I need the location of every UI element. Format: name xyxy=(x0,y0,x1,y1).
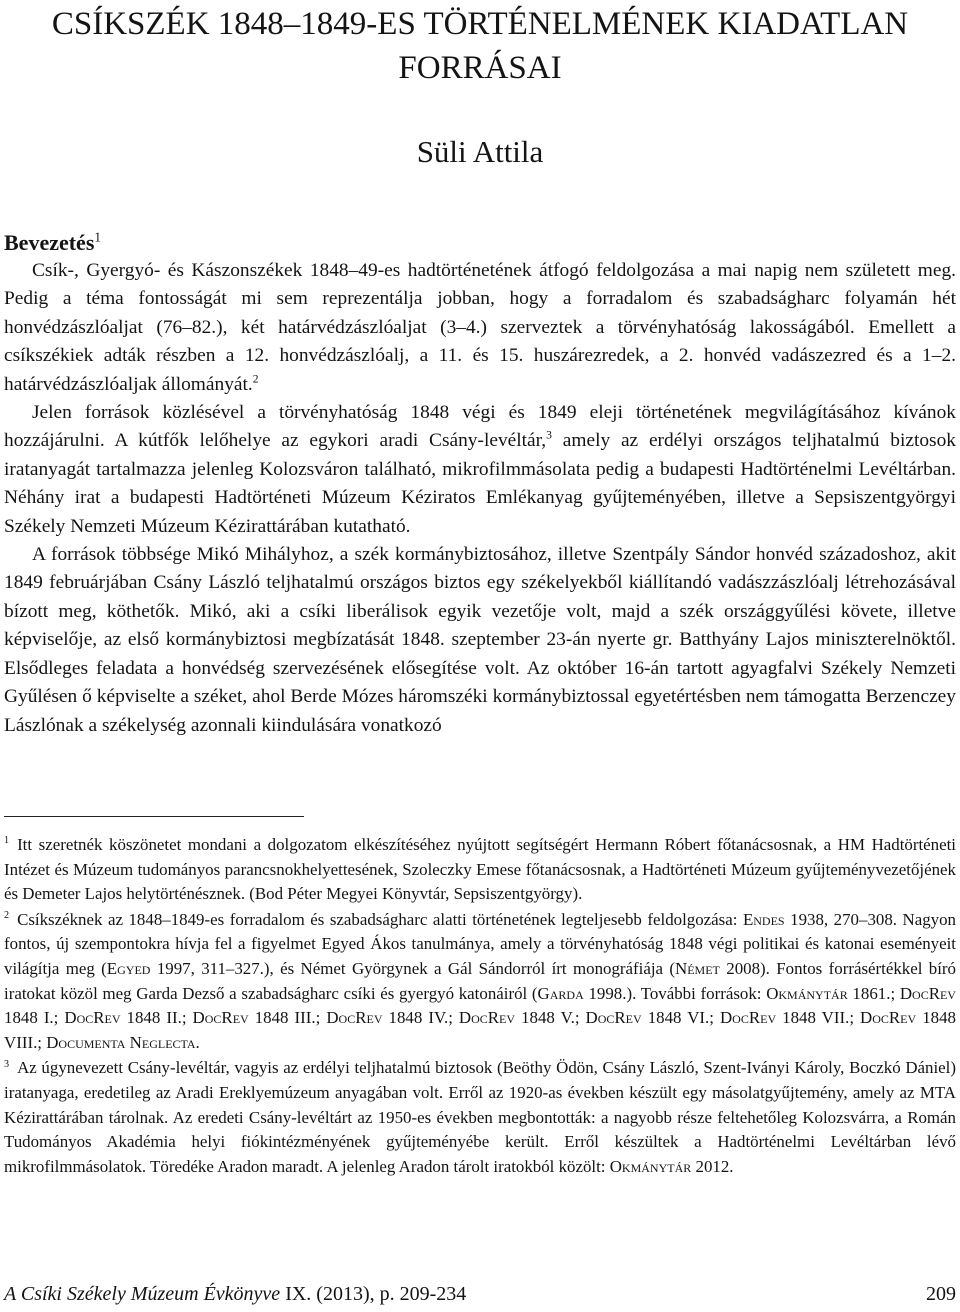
footnote-2-number: 2 xyxy=(4,910,10,922)
footnote-2-ref-endes: Endes xyxy=(742,909,785,929)
footnote-separator xyxy=(4,816,304,817)
paragraph-2 xyxy=(4,399,956,541)
paragraph-2-text-a: Jelen források közlésével a törvényhatóság 1848 végi és 1849 eleji történetének megvilágításához kívánok hozzájárulni. A kútfők lelőhelye az egykori aradi Csány-levéltár, xyxy=(4,402,956,452)
footnote-2-ref-okmanytar: Okmánytár xyxy=(766,983,848,1003)
footnote-ref-2[interactable]: 2 xyxy=(252,372,259,386)
footnote-2-text-f: 1861.; xyxy=(847,983,900,1003)
article-title: CSÍKSZÉK 1848–1849-ES TÖRTÉNELMÉNEK KIADATLAN FORRÁSAI xyxy=(51,6,909,86)
page-number: 209 xyxy=(926,1283,956,1305)
footnote-3-number: 3 xyxy=(4,1058,10,1070)
section-heading xyxy=(4,228,101,258)
footnote-2-text-a: Csíkszéknek az 1848–1849-es forradalom és szabadságharc alatti történetének legteljesebb feldolgozása: xyxy=(17,909,743,929)
footnotes xyxy=(4,833,956,1180)
section-heading-text: Bevezetés xyxy=(4,230,95,255)
page-footer xyxy=(4,1279,956,1309)
footnote-1 xyxy=(4,833,956,907)
footnote-2-ref-nemet: Német xyxy=(675,958,720,978)
paragraph-1 xyxy=(4,257,956,399)
paragraph-3: A források többsége Mikó Mihályhoz, a szék kormánybiztosához, illetve Szentpály Sándor honvéd századoshoz, akit 1849 februárjában Csány László teljhatalmú országos biztos egy székelyekből kiállítandó vadászzászlóalj létrehozásával bízott meg, köthetők. Mikó, aki a csíki liberálisok egyik vezetője volt, majd a szék országgyűlési követe, illetve képviselője, az első kormánybiztosi megbízatását 1848. szeptember 23-án nyerte gr. Batthyány Lajos miniszterelnöktől. Elsődleges feladata a honvédség szervezésének elősegítése volt. Az október 16-án tartott agyagfalvi Székely Nemzeti Gyűlésen ő képviselte a széket, ahol Berde Mózes háromszéki kormánybiztossal egyetértésben nem támogatta Berzenczey Lászlónak a székelység azonnali kiindulására vonatkozó xyxy=(4,544,956,736)
footnote-2-text-c: 1997, 311–327.), és Német Györgynek a Gál Sándorról írt monográfiája ( xyxy=(150,958,676,978)
body-text xyxy=(4,257,956,740)
paragraph-1-text: Csík-, Gyergyó- és Kászonszékek 1848–49-es hadtörténetének átfogó feldolgozása a mai napig nem született meg. Pedig a téma fontosságát mi sem reprezentálja jobban, hogy a forradalom és szabadságharc folyamán hét honvédzászlóaljat (76–82.), két határvédzászlóaljat (3–4.) szerveztek a törvényhatóság lakosságából. Emellett a csíkszékiek adták részben a 12. honvédzászlóalj, a 11. és 15. huszárezredek, a 2. honvéd vadászezred és a 1–2. határvédzászlóaljak állományát. xyxy=(4,260,956,395)
footnote-2-text-e: 1998.). További források: xyxy=(583,983,767,1003)
footnote-3-ref-okmanytar: Okmánytár xyxy=(609,1156,692,1176)
footnote-3-text-a: Az úgynevezett Csány-levéltár, vagyis az erdélyi teljhatalmú biztosok (Beöthy Ödön, Csány László, Szent-Iványi Károly, Boczkó Dániel) iratanyaga, eredetileg az Aradi Ereklyemúzeum anyagában volt. Erről az 1920-as években készült egy másolatgyűjtemény, amely az MTA Kézirattárában tárolnak. Az eredeti Csány-levéltárt az 1950-es években megbontották: a nagyobb része feltehetőleg Kolozsvárra, a Román Tudományos Akadémia helyi fiókintézményének gyűjteményébe került. Erről készültek a Hadtörténelmi Levéltárban lévő mikrofilmmásolatok. Töredéke Aradon maradt. A jelenleg Aradon tárolt iratokból közölt: xyxy=(4,1058,956,1176)
footnote-2-text-b: 1938, 270–308. Nagyon fontos, új szempontokra hívja fel a figyelmet Egyed Ákos tanulmánya, amely a törvényhatóság 1848 végi politikai és katonai eseményeit világítja meg ( xyxy=(4,909,956,978)
article-author: Süli Attila xyxy=(416,134,544,169)
journal-name: A Csíki Székely Múzeum Évkönyve xyxy=(4,1283,281,1305)
footnote-2-text-d: 2008). Fontos forrásértékkel bíró iratokat közöl meg Garda Dezső a szabadságharc csíki és gyergyó katonáiról ( xyxy=(4,958,956,1003)
footnote-ref-3[interactable]: 3 xyxy=(546,428,552,442)
journal-volume: IX. (2013), p. 209-234 xyxy=(280,1283,467,1305)
paragraph-2-text-b: amely az erdélyi országos teljhatalmú biztosok iratanyagát tartalmazza jelenleg Kolozsváron található, mikrofilmmásolata pedig a budapesti Hadtörténelmi Levéltárban. Néhány irat a budapesti Hadtörténeti Múzeum Kéziratos Emlékanyag gyűjteményében, illetve a Sepsiszentgyörgyi Székely Nemzeti Múzeum Kézirattárában kutatható. xyxy=(4,430,956,537)
footnote-2-ref-garda: Garda xyxy=(537,983,584,1003)
footnote-ref-1[interactable]: 1 xyxy=(94,229,101,245)
footnote-1-number: 1 xyxy=(4,835,10,847)
footnote-2-ref-docrev: DocRev 1848 I.; DocRev 1848 II.; DocRev 1848 III.; DocRev 1848 IV.; DocRev 1848 V.; DocRev 1848 VI.; DocRev 1848 VII.; DocRev 1848 VIII.; Documenta Neglecta. xyxy=(4,983,956,1052)
journal-citation xyxy=(4,1279,466,1309)
footnote-1-text: Itt szeretnék köszönetet mondani a dolgozatom elkészítéséhez nyújtott segítségért Hermann Róbert főtanácsosnak, a HM Hadtörténeti Intézet és Múzeum tudományos parancsnokhelyettesének, Szoleczky Emese főtanácsosnak, a Hadtörténeti Múzeum gyűjteményvezetőjének és Demeter Lajos helytörténésznek. (Bod Péter Megyei Könyvtár, Sepsiszentgyörgy). xyxy=(4,835,956,904)
footnote-2 xyxy=(4,908,956,1056)
footnote-2-ref-egyed: Egyed xyxy=(106,958,151,978)
footnote-3 xyxy=(4,1056,956,1179)
footnote-3-text-b: 2012. xyxy=(691,1156,734,1176)
